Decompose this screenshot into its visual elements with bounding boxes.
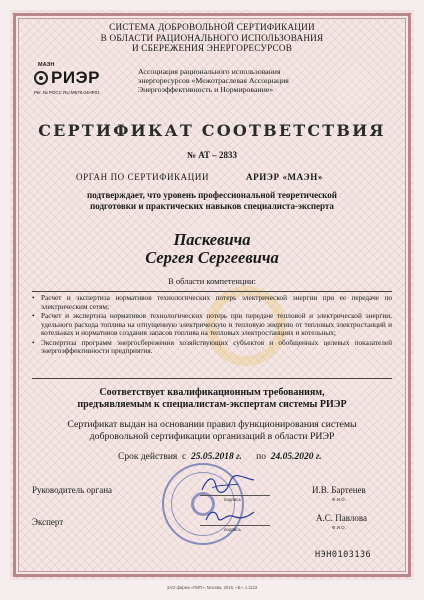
logo-emblem-icon <box>34 71 48 85</box>
expert-signature-icon <box>202 506 258 526</box>
signature-line <box>200 525 270 526</box>
registration-number: Рег. № РОСС RU.M578.04НР01 <box>34 90 100 95</box>
sign-caption: подпись <box>224 527 242 532</box>
competence-heading: В области компетенции: <box>168 276 256 286</box>
sign-caption: подпись <box>224 497 242 502</box>
confirmation-text <box>10 190 414 212</box>
certificate-title: СЕРТИФИКАТ СООТВЕТСТВИЯ <box>38 121 386 140</box>
bullet-icon: • <box>32 311 35 320</box>
system-line: СИСТЕМА ДОБРОВОЛЬНОЙ СЕРТИФИКАЦИИ <box>109 22 315 32</box>
bullet-icon: • <box>32 293 35 302</box>
valid-to-date: 24.05.2020 г. <box>270 452 322 462</box>
association-line: Энергоэффективность и Нормирование» <box>138 85 274 94</box>
expert-label: Эксперт <box>32 517 64 527</box>
expert-name: А.С. Павлова <box>316 513 367 523</box>
holder-given-names: Сергея Сергеевича <box>145 248 279 267</box>
association-line: Ассоциация рационального использования <box>138 67 281 76</box>
signature-line <box>200 495 270 496</box>
head-signature-icon <box>198 472 258 496</box>
valid-from-date: 25.05.2018 г. <box>191 452 242 462</box>
list-item: • Расчет и экспертиза нормативов технологических потерь при передаче тепловой и электрической энергии, удельного расхода топлива на отпущенную электрическую и тепловую энергию от тепловых электростанций и котельных и нормативов создания запасов топлива на тепловых электростанциях и котельных; <box>32 311 392 337</box>
logo <box>34 62 108 95</box>
logo-text: РИЭР <box>51 68 100 87</box>
certificate-sheet <box>10 10 414 580</box>
organ-label: ОРГАН ПО СЕРТИФИКАЦИИ <box>76 172 210 182</box>
system-line: И СБЕРЕЖЕНИЯ ЭНЕРГОРЕСУРСОВ <box>131 43 293 53</box>
list-item: • Расчет и экспертиза нормативов технологических потерь электрической энергии при ее передаче по электрическим сетям; <box>32 293 392 311</box>
serial-number: НЭН0103136 <box>315 550 372 560</box>
association-name <box>138 67 318 94</box>
fio-caption: Ф.И.О. <box>332 525 346 530</box>
holder-name <box>10 231 414 267</box>
holder-surname: Паскевича <box>173 230 251 249</box>
logo-small-text: МАЭН <box>38 62 55 68</box>
issued-line: Сертификат выдан на основании правил функционирования системы <box>67 419 357 430</box>
head-label: Руководитель органа <box>32 485 113 495</box>
competence-list <box>32 291 392 379</box>
list-item: • Экспертиза программ энергосбережения хозяйствующих субъектов и обобщенных целевых показателей энергоэффективности предприятия. <box>32 337 392 355</box>
fio-caption: Ф.И.О. <box>332 497 346 502</box>
compliance-line: Соответствует квалификационным требованиям, <box>99 387 325 398</box>
issued-line: добровольной сертификации организаций в области РИЭР <box>89 430 335 442</box>
head-name: И.В. Бартенев <box>312 485 366 495</box>
printer-imprint: ЗАО фирма «ПИП», Москва, 2016, «Б», з.1123 <box>166 585 258 590</box>
confirmation-line: подготовки и практических навыков специалиста-эксперта <box>90 201 334 211</box>
confirmation-line: подтверждает, что уровень профессиональной теоретической <box>87 190 337 200</box>
bullet-icon: • <box>32 337 35 347</box>
system-header <box>10 22 414 54</box>
certificate-number: № АТ – 2833 <box>186 150 237 160</box>
system-line: В ОБЛАСТИ РАЦИОНАЛЬНОГО ИСПОЛЬЗОВАНИЯ <box>100 32 324 43</box>
association-line: энергоресурсов «Межотраслевая Ассоциация <box>138 76 289 85</box>
compliance-statement <box>10 387 414 411</box>
issued-basis <box>10 419 414 442</box>
validity-period: Срок действия с 25.05.2018 г. по 24.05.2020 г. <box>118 452 322 462</box>
compliance-line: предъявляемым к специалистам-экспертам системы РИЭР <box>77 399 347 410</box>
organ-name: АРИЭР «МАЭН» <box>246 172 323 182</box>
